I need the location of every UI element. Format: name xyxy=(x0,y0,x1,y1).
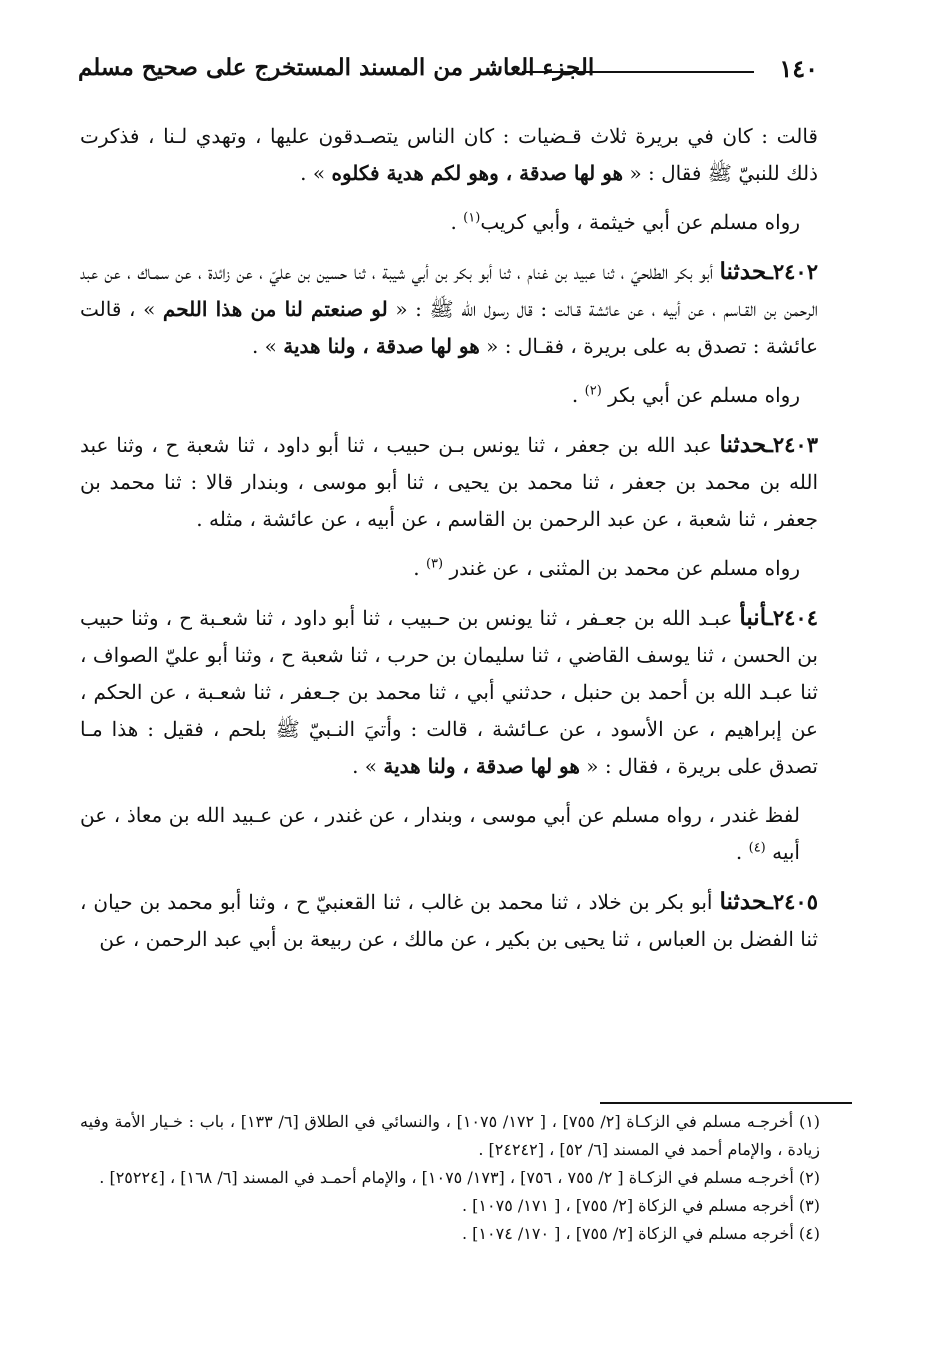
footnote-ref[interactable]: (١) xyxy=(463,210,481,226)
hadith-number: ٢٤٠٥ـ xyxy=(766,889,818,914)
narration-text: لفظ غندر ، رواه مسلم عن أبي موسى ، وبندار ، عن غندر ، عن عـبيد الله بن معاذ ، عن أبيه xyxy=(80,803,800,864)
hadith-2403 xyxy=(80,426,818,538)
running-title: الجزء العاشر من المسند المستخرج على صحيح مسلم xyxy=(78,54,595,81)
narration-end: . xyxy=(571,383,585,407)
footnote-2: (٢) أخرجـه مسلم في الزكـاة [ ٢/ ٧٥٥ ، ٧٥٦] ، [١٧٣/ ١٠٧٥] ، والإمام أحمـد في المسند [٦/ ١٦٨] ، [٢٥٢٢٤] . xyxy=(99,1168,820,1187)
footnotes xyxy=(80,1108,820,1248)
chain-keyword: حدثنا xyxy=(719,431,767,458)
page-number: ١٤٠ xyxy=(779,54,818,83)
narration-end: . xyxy=(450,210,464,234)
narration-note xyxy=(80,377,818,414)
narration-text: رواه مسلم عن أبي بكر xyxy=(601,383,800,407)
hadith-2404 xyxy=(80,599,818,785)
narration-note xyxy=(80,550,818,587)
footnote-ref[interactable]: (٢) xyxy=(584,383,602,399)
narration-note xyxy=(80,797,818,871)
hadith-number: ٢٤٠٣ـ xyxy=(766,432,818,457)
hadith-text: هو لها صدقة ، وهو لكم هدية فكلوه xyxy=(331,161,624,185)
chain-text: أبو بكر بن خلاد ، ثنا محمد بن غالب ، ثنا القعنبيّ ح ، وثنا أبو محمد بن حيان ، ثنا الفضل بن العباس ، ثنا يحيى بن بكير ، عن مالك ، عن ربيعة بن أبي عبد الرحمن ، عن xyxy=(80,890,818,951)
chain-keyword: حدثنا xyxy=(719,258,767,285)
chain-keyword: حدثنا xyxy=(719,888,767,915)
chain-text: أبو بكر الطلحيّ ، ثنا عبيد بن غنام ، ثنا أبو بكر بن أبي شيبة ، ثنا حسين بن عليّ ، عن زائدة ، عن سمـاك ، عن عبد الرحمن بن القـاسم ، عن أبيه ، عن عائشة قـالت : قال رسول الله ﷺ : « xyxy=(80,260,818,321)
narration-text: رواه مسلم عن محمد بن المثنى ، عن غندر xyxy=(443,556,800,580)
narration-text: رواه مسلم عن أبي خيثمة ، وأبي كريب xyxy=(480,210,800,234)
hadith-2402 xyxy=(80,253,818,365)
narration-note xyxy=(80,204,818,241)
hadith-number: ٢٤٠٤ـ xyxy=(766,605,818,630)
hadith-text: لو صنعتم لنا من هذا اللحم xyxy=(162,297,388,321)
main-text xyxy=(80,118,818,970)
page-header xyxy=(78,52,818,92)
paragraph-text: قالت : كان في بريرة ثلاث قـضيات : كان الناس يتصـدقون عليها ، وتهدي لـنا ، فذكرت ذلك للنبيّ ﷺ فقال : « xyxy=(80,124,818,185)
narration-end: . xyxy=(735,840,749,864)
footnote-ref[interactable]: (٤) xyxy=(748,840,766,856)
paragraph-end: » . xyxy=(251,334,284,358)
chain-text: عبد الله بن جعفر ، ثنا يونس بـن حبيب ، ثنا أبو داود ، ثنا شعبة ح ، وثنا عبد الله بن محمد بن جعفر ، ثنا محمد بن يحيى ، ثنا أبو موسى ، وبندار قالا : ثنا محمد بن جعفر ، ثنا شعبة ، عن عبد الرحمن بن القاسم ، عن أبيه ، عن عائشة ، مثله . xyxy=(80,433,818,531)
footnote-rule xyxy=(600,1102,852,1104)
chain-text: عبـد الله بن جعـفر ، ثنا يونس بن حـبيب ، ثنا أبو داود ، ثنا شعـبة ح ، وثنا حبيب بن الحسن ، ثنا يوسف القاضي ، ثنا سليمان بن حرب ، ثنا شعبة ح ، وثنا أبو عليّ الصواف ، ثنا عبـد الله بن أحمد بن حنبل ، حدثني أبي ، ثنا محمد بن جـعفر ، ثنا شعـبة ، عن الحكم ، عن إبراهيم ، عن الأسود ، عن عـائشة ، قالت : وأتيَ النـبيّ ﷺ بلحم ، فقيل : هذا مـا تصدق على بريرة ، فقال : « xyxy=(80,606,818,778)
hadith-text: هو لها صدقة ، ولنا هدية xyxy=(383,754,580,778)
paragraph-end: » . xyxy=(352,754,384,778)
footnote-1: (١) أخرجـه مسلم في الزكـاة [٢/ ٧٥٥] ، [ ١٧٢/ ١٠٧٥] ، والنسائي في الطلاق [٦/ ١٣٣] ، باب : خـيار الأمة وفيه زيادة ، والإمام أحمد في المسند [٦/ ٥٢] ، [٢٤٢٤٢] . xyxy=(80,1112,821,1159)
hadith-text: هو لها صدقة ، ولنا هدية xyxy=(283,334,480,358)
hadith-2405 xyxy=(80,883,818,958)
paragraph-continuation xyxy=(80,118,818,192)
footnote-4: (٤) أخرجه مسلم في الزكاة [٢/ ٧٥٥] ، [ ١٧٠/ ١٠٧٤] . xyxy=(461,1224,820,1243)
footnote-ref[interactable]: (٣) xyxy=(425,556,444,572)
chain-text: » ، قالت عائشة : تصدق به على بريرة ، فقـال : « xyxy=(80,297,818,358)
narration-end: . xyxy=(413,556,426,580)
chain-keyword: أنبأ xyxy=(739,604,767,631)
hadith-number: ٢٤٠٢ـ xyxy=(766,259,818,284)
paragraph-end: » . xyxy=(300,161,332,185)
footnote-3: (٣) أخرجه مسلم في الزكاة [٢/ ٧٥٥] ، [ ١٧١/ ١٠٧٥] . xyxy=(461,1196,820,1215)
